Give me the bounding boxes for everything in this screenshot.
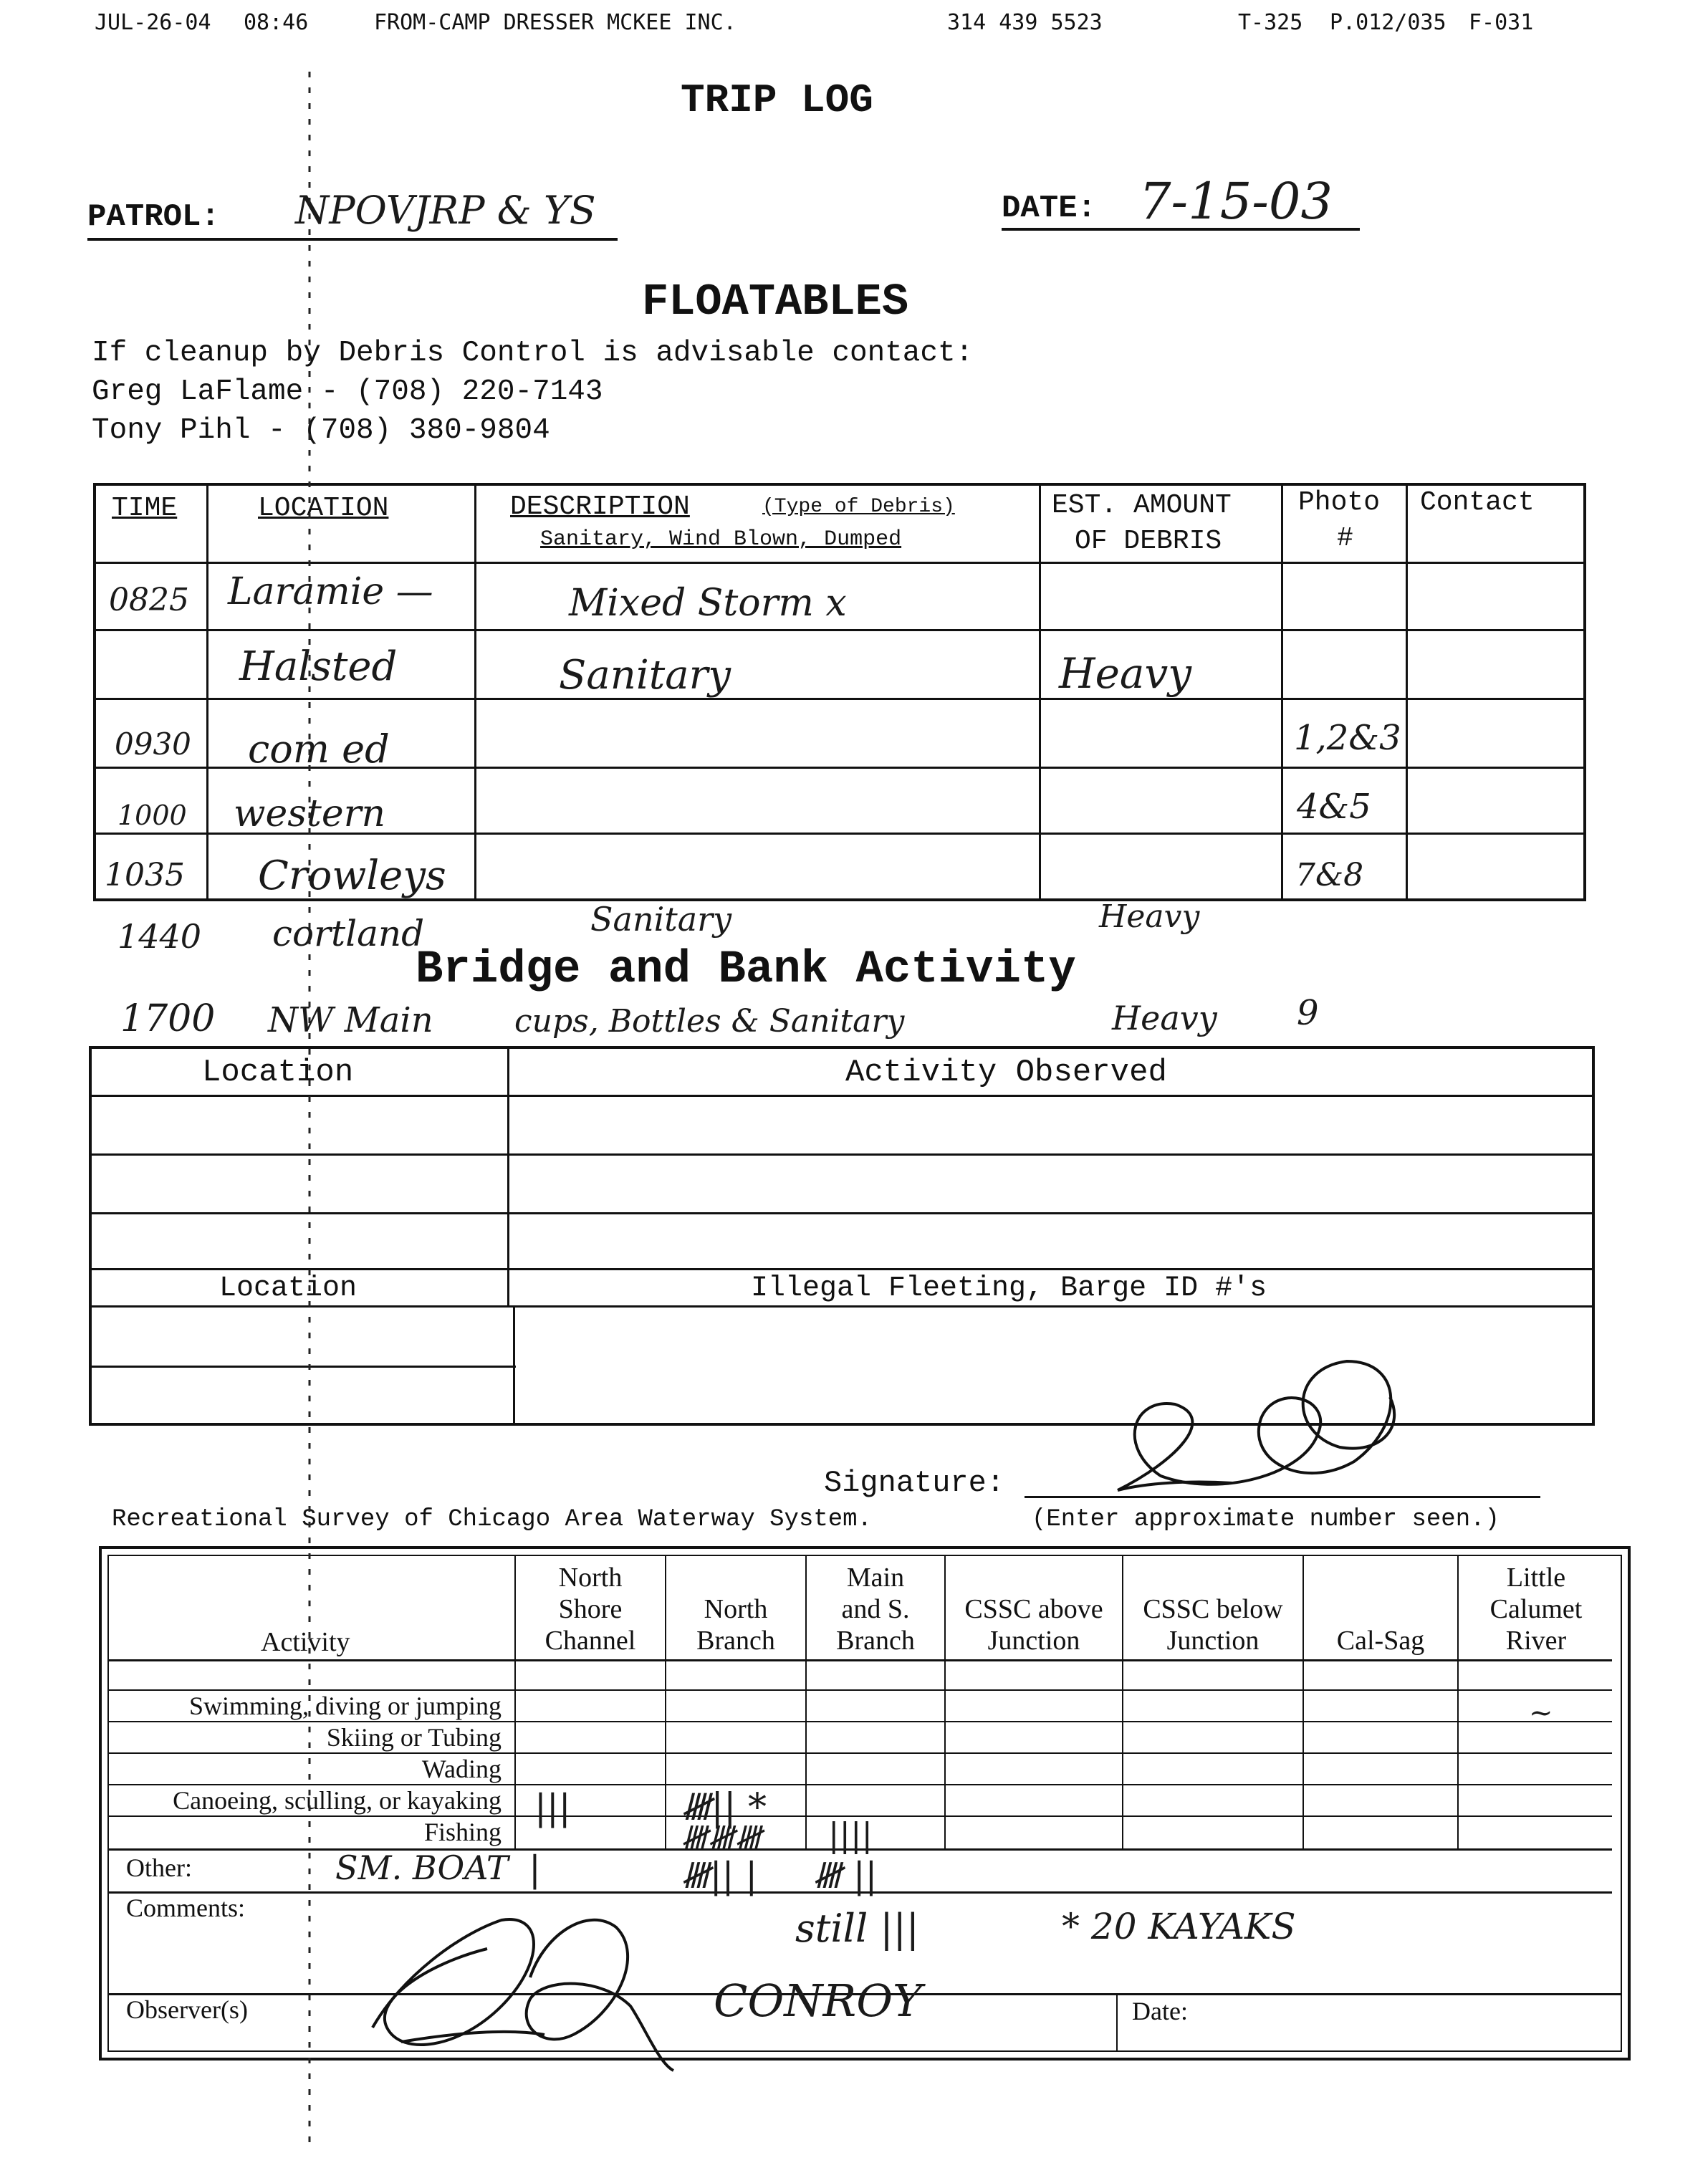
activity-swimming: Swimming, diving or jumping: [188, 1692, 502, 1720]
tally-swim-lcr: ~: [1529, 1697, 1553, 1730]
row-2-description: Sanitary: [559, 652, 731, 699]
contact-intro: If cleanup by Debris Control is advisable contact:: [92, 337, 974, 370]
col-little-calumet: Little Calumet River: [1489, 1563, 1583, 1656]
row-1-description: Mixed Storm x: [569, 582, 847, 625]
tally-other-nb: 𝍸|| |: [681, 1855, 758, 1896]
tally-fishing-nb: 𝍸𝍸𝍸: [681, 1818, 762, 1857]
patrol-label: PATROL:: [87, 199, 220, 235]
activity-fishing: Fishing: [423, 1818, 502, 1846]
extra-1-time: 1440: [117, 917, 202, 956]
date-label: DATE:: [1002, 191, 1097, 226]
col-north-shore-channel: North Shore Channel: [544, 1563, 636, 1656]
activity-skiing: Skiing or Tubing: [326, 1723, 502, 1752]
floatables-heading: FLOATABLES: [642, 277, 909, 327]
row-5-time: 1035: [105, 857, 185, 893]
header-contact: Contact: [1420, 487, 1535, 518]
observer-label: Observer(s): [126, 1995, 248, 2024]
extra-1-location: cortland: [272, 913, 425, 954]
extra-1-amount: Heavy: [1099, 898, 1200, 935]
bridge-col-fleeting: Illegal Fleeting, Barge ID #'s: [751, 1272, 1267, 1305]
contact-2: Tony Pihl - (708) 380-9804: [92, 414, 550, 447]
tally-canoe-nb: 𝍸|| *: [681, 1786, 767, 1829]
comments-value-2: * 20 KAYAKS: [1062, 1906, 1296, 1947]
activity-other-label: Other:: [126, 1853, 192, 1882]
fax-fcode: F-031: [1469, 10, 1534, 35]
header-description-sub2: Sanitary, Wind Blown, Dumped: [540, 527, 902, 552]
header-amount-2: OF DEBRIS: [1075, 526, 1222, 557]
contact-1: Greg LaFlame - (708) 220-7143: [92, 375, 603, 408]
fax-page: P.012/035: [1330, 10, 1446, 35]
row-1-time: 0825: [109, 582, 189, 618]
activity-other-value: SM. BOAT: [335, 1848, 509, 1887]
activity-canoeing: Canoeing, sculling, or kayaking: [173, 1786, 502, 1815]
row-2-location: Halsted: [239, 643, 398, 690]
bridge-col-activity: Activity Observed: [845, 1055, 1167, 1090]
survey-date-label: Date:: [1132, 1997, 1188, 2025]
col-cssc-above: CSSC above Junction: [964, 1594, 1103, 1656]
row-3-location: com ed: [248, 726, 390, 772]
patrol-value: NPOVJRP & YS: [295, 188, 596, 233]
row-3-photo: 1,2&3: [1294, 718, 1401, 758]
bridge-col-location: Location: [202, 1055, 354, 1090]
activity-wading: Wading: [421, 1755, 502, 1783]
survey-title: Recreational Survey of Chicago Area Waterway System.: [112, 1506, 872, 1533]
row-1-location: Laramie —: [228, 570, 433, 613]
survey-note: (Enter approximate number seen.): [1032, 1506, 1500, 1533]
col-cal-sag: Cal-Sag: [1336, 1626, 1425, 1656]
extra-2-description: cups, Bottles & Sanitary: [514, 1003, 905, 1040]
header-description: DESCRIPTION: [510, 491, 690, 522]
comments-label: Comments:: [126, 1894, 246, 1922]
survey-activity-header: Activity: [261, 1627, 350, 1657]
signature-label: Signature:: [824, 1466, 1005, 1500]
row-4-time: 1000: [117, 800, 187, 831]
header-photo-1: Photo: [1298, 487, 1381, 518]
tally-canoe-nsc: |||: [534, 1787, 571, 1828]
row-5-photo: 7&8: [1295, 857, 1364, 893]
extra-2-time: 1700: [120, 997, 216, 1040]
col-main-s-branch: Main and S. Branch: [836, 1563, 915, 1656]
bridge-col-location-2: Location: [219, 1272, 358, 1305]
row-5-location: Crowleys: [258, 853, 446, 899]
extra-2-photo: 9: [1297, 993, 1319, 1033]
header-amount-1: EST. AMOUNT: [1052, 490, 1232, 521]
row-4-photo: 4&5: [1297, 787, 1371, 827]
observer-value: CONROY: [714, 1975, 922, 2027]
tally-other-ms: 𝍸 ||: [812, 1855, 878, 1896]
header-description-sub1: (Type of Debris): [762, 496, 955, 518]
header-location: LOCATION: [258, 493, 389, 524]
extra-2-amount: Heavy: [1112, 999, 1217, 1037]
tally-other-nsc: |: [529, 1848, 541, 1890]
row-4-location: western: [234, 792, 385, 835]
extra-1-description: Sanitary: [590, 900, 732, 939]
extra-2-location: NW Main: [268, 1000, 433, 1040]
row-2-amount: Heavy: [1059, 649, 1192, 698]
fax-time: 08:46: [244, 10, 309, 35]
fax-from: FROM-CAMP DRESSER MCKEE INC.: [374, 10, 737, 35]
header-photo-2: #: [1337, 523, 1353, 554]
row-3-time: 0930: [115, 726, 191, 762]
page-title: TRIP LOG: [681, 77, 873, 123]
header-time: TIME: [112, 493, 178, 524]
fax-phone: 314 439 5523: [947, 10, 1103, 35]
date-value: 7-15-03: [1139, 172, 1333, 231]
tally-fishing-ms: ||||: [828, 1815, 873, 1854]
bridge-heading: Bridge and Bank Activity: [416, 944, 1076, 996]
col-north-branch: North Branch: [696, 1594, 775, 1656]
fax-date: JUL-26-04: [95, 10, 211, 35]
fax-tcode: T-325: [1238, 10, 1303, 35]
col-cssc-below: CSSC below Junction: [1143, 1594, 1283, 1656]
comments-value-1: still |||: [795, 1906, 919, 1951]
